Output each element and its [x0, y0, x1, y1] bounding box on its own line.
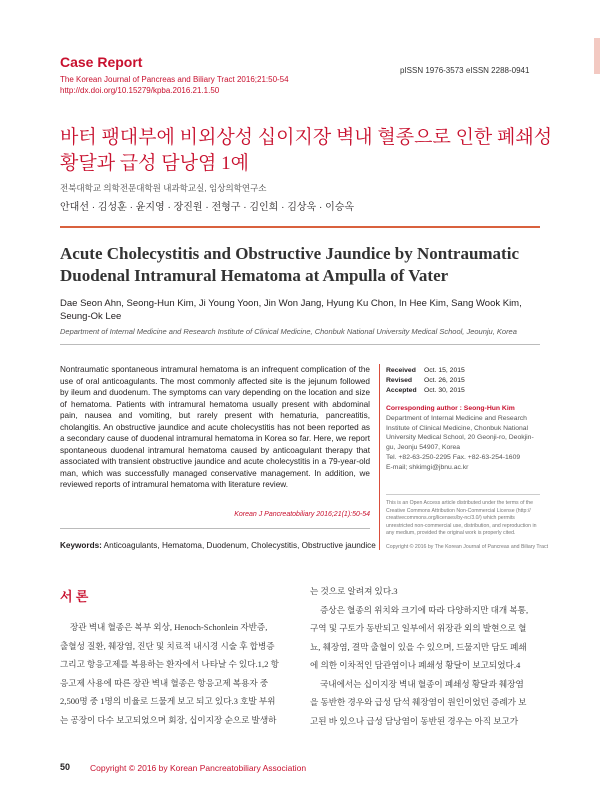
accepted-date: Oct. 30, 2015: [424, 387, 465, 394]
received-label: Received: [386, 367, 416, 374]
oa-line: creativecommons.org/licenses/by-nc/3.0/) which permits: [386, 515, 515, 522]
issn: pISSN 1976-3573 eISSN 2288-0941: [400, 66, 530, 75]
english-title-line2: Duodenal Intramural Hematoma at Ampulla of Vater: [60, 266, 449, 285]
sidebar-divider: [386, 494, 540, 495]
section-label: Case Report: [60, 54, 143, 70]
received-date: Oct. 15, 2015: [424, 367, 465, 374]
body-line: 에 의한 이차적인 담관염이나 폐쇄성 황달이 보고되었다.4: [310, 660, 521, 670]
body-line: 을 동반한 경우와 급성 담석 췌장염이 원인이었던 증례가 보: [310, 697, 527, 707]
english-authors-line1: Dae Seon Ahn, Seong-Hun Kim, Ji Young Yoon, Jin Won Jang, Hyung Ku Chon, In Hee Kim, Sang Wook Kim,: [60, 298, 522, 309]
doi-link[interactable]: http://dx.doi.org/10.15279/kpba.2016.21.1.50: [60, 86, 220, 95]
corr-line: University Medical School, 20 Geonji-ro, Deokjin-: [386, 434, 534, 442]
open-access-note: [386, 500, 537, 538]
body-line: 국내에서는 십이지장 벽내 혈종이 폐쇄성 황달과 췌장염: [320, 678, 524, 689]
english-affiliation: Department of Internal Medicine and Research Institute of Clinical Medicine, Chonbuk National University Medical School, Jeounju, Korea: [60, 327, 517, 336]
korean-affiliation: 전북대학교 의학전문대학원 내과학교실, 임상의학연구소: [60, 183, 267, 193]
page-number: 50: [60, 762, 71, 772]
body-line: 고된 바 있으나 급성 담낭염이 동반된 경우는 아직 보고가: [310, 715, 519, 726]
page-edge-tab: [594, 38, 600, 74]
oa-line: This is an Open Access article distributed under the terms of the: [386, 500, 534, 506]
english-authors-line2: Seung-Ok Lee: [60, 311, 122, 322]
abstract-text: Nontraumatic spontaneous intramural hematoma is an infrequent complication of the use of oral anticoagulants. The most commonly affected site is the jejunum followed by ileum and duodenum. The symptoms can vary depending on the location and size of hematoma. Patients with intramural hematoma usually present with abdominal pain, nausea and vomiting, but rarely present with hematuria, pancreatitis, cholangitis. An obstructive jaundice and acute cholecystitis has not been reported as a secondary cause of duodenal intramural hematoma in Korea so far. Here, we report spontaneous duodenal intramural hematoma caused by anticoagulant therapy that associated with transient obstructive jaundice and acute cholecystitis in a 79-year-old man, which was successfully managed conservative management. In addition, we reviewed reports of intramural hematoma with literature review.: [60, 365, 370, 489]
english-title-line1: Acute Cholecystitis and Obstructive Jaundice by Nontraumatic: [60, 244, 519, 263]
korean-title-line2: 황달과 급성 담낭염 1예: [60, 153, 249, 174]
revised-label: Revised: [386, 377, 413, 384]
oa-line: unrestricted non-commercial use, distribution, and reproduction in: [386, 522, 537, 529]
sidebar-copyright: Copyright © 2016 by The Korean Journal of Pancreas and Biliary Tract: [386, 544, 549, 550]
body-line: 출혈성 질환, 췌장염, 진단 및 치료적 내시경 시술 후 합병증: [60, 640, 275, 651]
oa-line: any medium, provided the original work is properly cited.: [386, 530, 516, 537]
body-left-column: [60, 618, 290, 729]
abstract-citation: Korean J Pancreatobiliary 2016;21(1):50-54: [234, 511, 370, 518]
section-heading: 서 론: [60, 589, 89, 604]
corr-line: gu, Jeonju 54907, Korea: [386, 444, 461, 452]
title-divider: [60, 226, 540, 228]
corr-line: Tel. +82-63-250-2295 Fax. +82-63-254-1609: [386, 453, 521, 461]
corr-line: Department of Internal Medicine and Research: [386, 414, 527, 422]
body-line: 응고제 사용에 따른 장관 벽내 혈종은 항응고제 복용자 중: [60, 677, 269, 688]
keywords: [60, 541, 376, 550]
sidebar-rule: [379, 364, 380, 550]
oa-line: Creative Commons Attribution Non-Commercial License (http://: [386, 507, 531, 514]
accepted-label: Accepted: [386, 387, 417, 394]
body-line: 증상은 혈종의 위치와 크기에 따라 다양하지만 대개 복통,: [320, 604, 529, 615]
body-line: 는 공장이 다수 보고되었으며 회장, 십이지장 순으로 발생하: [60, 714, 277, 725]
dates-block: [386, 366, 465, 396]
corresponding-block: [386, 404, 534, 473]
affiliation-divider: [60, 344, 540, 345]
corresponding-label: Corresponding author : Seong-Hun Kim: [386, 405, 515, 412]
body-right-column: [310, 582, 540, 730]
body-line: 구역 및 구토가 동반되고 일부에서 위장관 외의 발현으로 혈: [310, 623, 527, 633]
keywords-label: Keywords:: [60, 541, 102, 550]
body-line: 는 것으로 알려져 있다.3: [310, 586, 398, 596]
corr-email: E-mail; shkimgi@jbnu.ac.kr: [386, 463, 469, 471]
body-line: 2,500명 중 1명의 비율로 드물게 보고 되고 있다.3 호발 부위: [60, 696, 276, 706]
korean-authors: 안대선 · 김성훈 · 윤지영 · 장진원 · 전형구 · 김인희 · 김상욱 · 이승옥: [60, 202, 355, 213]
journal-citation: The Korean Journal of Pancreas and Biliary Tract 2016;21:50-54: [60, 75, 289, 84]
corr-line: Institute of Clinical Medicine, Chonbuk National: [386, 424, 529, 432]
body-line: 그리고 항응고제를 복용하는 환자에서 나타날 수 있다.1,2 항: [60, 659, 279, 669]
body-line: 장관 벽내 혈종은 복부 외상, Henoch-Schonlein 자반증,: [70, 622, 268, 632]
revised-date: Oct. 26, 2015: [424, 377, 465, 384]
footer-copyright: Copyright © 2016 by Korean Pancreatobiliary Association: [90, 763, 307, 773]
body-line: 뇨, 췌장염, 결막 출혈이 있을 수 있으며, 드물지만 담도 폐쇄: [310, 641, 527, 652]
abstract-divider: [60, 528, 370, 529]
keywords-list: Anticoagulants, Hematoma, Duodenum, Cholecystitis, Obstructive jaundice: [101, 541, 376, 550]
korean-title-line1: 바터 팽대부에 비외상성 십이지장 벽내 혈종으로 인한 폐쇄성: [60, 127, 553, 148]
